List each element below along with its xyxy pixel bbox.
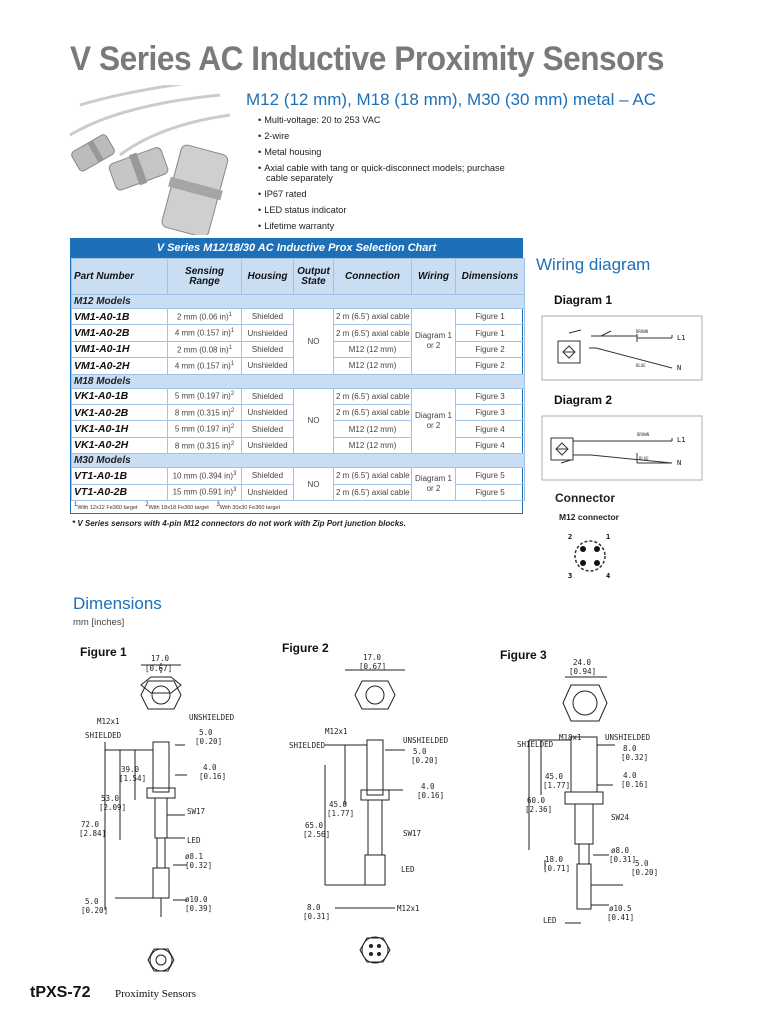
connection: M12 (12 mm)	[334, 341, 412, 357]
output-state: NO	[294, 388, 334, 454]
svg-text:[0.94]: [0.94]	[569, 667, 597, 676]
svg-text:[0.16]: [0.16]	[417, 791, 445, 800]
svg-text:N: N	[677, 459, 682, 467]
col-header: Wiring	[412, 259, 456, 295]
svg-text:BROWN: BROWN	[637, 432, 650, 437]
figure2-label: Figure 2	[282, 641, 329, 655]
connector-sublabel: M12 connector	[559, 512, 619, 522]
feature-item: • Metal housing	[258, 147, 518, 157]
svg-text:17.0: 17.0	[363, 653, 382, 662]
housing: Shielded	[242, 468, 294, 484]
svg-text:BLUE: BLUE	[639, 456, 649, 461]
part-number: VK1-A0-2B	[72, 404, 168, 420]
table-group-row	[72, 454, 525, 468]
table-row	[72, 388, 525, 404]
connection: M12 (12 mm)	[334, 421, 412, 437]
svg-text:[2.56]: [2.56]	[303, 830, 331, 839]
svg-text:M12x1: M12x1	[397, 904, 420, 913]
part-number: VT1-A0-1B	[72, 468, 168, 484]
svg-text:8.0: 8.0	[307, 903, 321, 912]
svg-text:4: 4	[606, 572, 611, 580]
col-header: Part Number	[72, 259, 168, 295]
wiring: Diagram 1 or 2	[412, 309, 456, 375]
feature-list	[258, 115, 518, 237]
svg-text:[0.39]: [0.39]	[185, 904, 213, 913]
housing: Unshielded	[242, 358, 294, 374]
svg-text:[0.16]: [0.16]	[199, 772, 227, 781]
housing: Shielded	[242, 309, 294, 325]
output-state: NO	[294, 309, 334, 375]
svg-text:[0.67]: [0.67]	[359, 662, 387, 671]
wiring: Diagram 1 or 2	[412, 468, 456, 501]
svg-text:1: 1	[606, 533, 611, 541]
selection-chart-title: V Series M12/18/30 AC Inductive Prox Selection Chart	[71, 239, 522, 258]
selection-table	[71, 258, 525, 501]
sensing-range: 10 mm (0.394 in)$^3$	[168, 468, 242, 484]
feature-item: • 2-wire	[258, 131, 518, 141]
svg-text:LED: LED	[543, 916, 557, 925]
dimensions-figure: Figure 5	[456, 468, 525, 484]
connection: 2 m (6.5') axial cable	[334, 325, 412, 341]
table-header-row	[72, 259, 525, 295]
figure3-label: Figure 3	[500, 648, 547, 662]
page-code: tPXS-72	[30, 984, 91, 1001]
figure2-drawing	[285, 650, 485, 970]
svg-text:L1: L1	[677, 436, 686, 444]
col-header: Connection	[334, 259, 412, 295]
figure1-drawing	[75, 655, 255, 975]
svg-text:[1.54]: [1.54]	[119, 774, 147, 783]
part-number: VT1-A0-2B	[72, 484, 168, 500]
col-header: Housing	[242, 259, 294, 295]
table-row	[72, 309, 525, 325]
sensing-range: 8 mm (0.315 in)$^2$	[168, 404, 242, 420]
page-title: V Series AC Inductive Proximity Sensors	[70, 40, 664, 78]
table-group-row	[72, 295, 525, 309]
subtitle: M12 (12 mm), M18 (18 mm), M30 (30 mm) metal – AC	[246, 90, 656, 109]
part-number: VK1-A0-2H	[72, 437, 168, 453]
dimensions-figure: Figure 5	[456, 484, 525, 500]
svg-text:4.0: 4.0	[421, 782, 435, 791]
svg-text:ø8.0: ø8.0	[611, 846, 630, 855]
sensing-range: 4 mm (0.157 in)$^1$	[168, 358, 242, 374]
svg-text:53.0: 53.0	[101, 794, 120, 803]
m12-connector-pinout	[560, 528, 620, 584]
output-state: NO	[294, 468, 334, 501]
svg-text:[0.20]: [0.20]	[411, 756, 439, 765]
part-number: VM1-A0-1H	[72, 341, 168, 357]
svg-text:SW17: SW17	[403, 829, 422, 838]
svg-text:5.0: 5.0	[413, 747, 427, 756]
connection: 2 m (6.5') axial cable	[334, 404, 412, 420]
svg-text:BROWN: BROWN	[636, 329, 649, 334]
sensing-range: 5 mm (0.197 in)$^2$	[168, 388, 242, 404]
svg-text:[1.77]: [1.77]	[327, 809, 355, 818]
compatibility-note: * V Series sensors with 4-pin M12 connectors do not work with Zip Port junction blocks.	[72, 519, 406, 528]
svg-text:LED: LED	[187, 836, 201, 845]
svg-text:5.0: 5.0	[199, 728, 213, 737]
svg-text:8.0: 8.0	[623, 744, 637, 753]
svg-text:[0.20]: [0.20]	[195, 737, 223, 746]
dimensions-figure: Figure 3	[456, 404, 525, 420]
col-header: Output State	[294, 259, 334, 295]
svg-text:M18x1: M18x1	[559, 733, 582, 742]
group-label: M12 Models	[72, 295, 525, 309]
svg-text:17.0: 17.0	[151, 655, 170, 663]
col-header: Sensing Range	[168, 259, 242, 295]
svg-text:65.0: 65.0	[305, 821, 324, 830]
svg-text:39.0: 39.0	[121, 765, 140, 774]
figure1-label: Figure 1	[80, 645, 127, 659]
wiring: Diagram 1 or 2	[412, 388, 456, 454]
diagram2-wiring	[541, 413, 704, 483]
part-number: VK1-A0-1B	[72, 388, 168, 404]
part-number: VM1-A0-2B	[72, 325, 168, 341]
svg-text:[0.16]: [0.16]	[621, 780, 649, 789]
table-row	[72, 468, 525, 484]
feature-item: • IP67 rated	[258, 189, 518, 199]
svg-text:[1.77]: [1.77]	[543, 781, 571, 790]
svg-text:SHIELDED: SHIELDED	[85, 731, 122, 740]
dimensions-figure: Figure 4	[456, 421, 525, 437]
svg-text:ø10.0: ø10.0	[185, 895, 208, 904]
svg-text:4.0: 4.0	[623, 771, 637, 780]
sensing-range: 5 mm (0.197 in)$^2$	[168, 421, 242, 437]
svg-text:[0.41]: [0.41]	[607, 913, 635, 922]
figure3-drawing	[505, 655, 695, 975]
part-number: VM1-A0-1B	[72, 309, 168, 325]
svg-text:[0.31]: [0.31]	[609, 855, 637, 864]
svg-text:M12x1: M12x1	[325, 727, 348, 736]
svg-text:SHIELDED: SHIELDED	[517, 740, 554, 749]
svg-text:3: 3	[568, 572, 573, 580]
svg-text:ø10.5: ø10.5	[609, 904, 632, 913]
svg-text:[2.36]: [2.36]	[525, 805, 553, 814]
connection: 2 m (6.5') axial cable	[334, 309, 412, 325]
svg-text:24.0: 24.0	[573, 658, 592, 667]
svg-text:BLUE: BLUE	[636, 363, 646, 368]
svg-text:[2.84]: [2.84]	[79, 829, 107, 838]
svg-text:2: 2	[568, 533, 573, 541]
group-label: M18 Models	[72, 374, 525, 388]
svg-text:[0.71]: [0.71]	[543, 864, 571, 873]
col-header: Dimensions	[456, 259, 525, 295]
svg-text:LED: LED	[401, 865, 415, 874]
housing: Shielded	[242, 421, 294, 437]
sensing-range: 2 mm (0.06 in)$^1$	[168, 309, 242, 325]
connection: M12 (12 mm)	[334, 358, 412, 374]
svg-text:[0.20]: [0.20]	[631, 868, 659, 877]
part-number: VK1-A0-1H	[72, 421, 168, 437]
svg-text:SHIELDED: SHIELDED	[289, 741, 326, 750]
dimensions-figure: Figure 2	[456, 341, 525, 357]
diagram2-label: Diagram 2	[554, 393, 613, 407]
dimensions-figure: Figure 2	[456, 358, 525, 374]
housing: Unshielded	[242, 404, 294, 420]
svg-text:SW24: SW24	[611, 813, 630, 822]
svg-text:72.0: 72.0	[81, 820, 100, 829]
connector-label: Connector	[555, 491, 615, 505]
group-label: M30 Models	[72, 454, 525, 468]
housing: Unshielded	[242, 484, 294, 500]
svg-text:4.0: 4.0	[203, 763, 217, 772]
footer-section-label: Proximity Sensors	[115, 988, 196, 1000]
svg-text:60.0: 60.0	[527, 796, 546, 805]
selection-chart	[70, 238, 523, 514]
svg-text:UNSHIELDED: UNSHIELDED	[403, 736, 449, 745]
sensing-range: 15 mm (0.591 in)$^3$	[168, 484, 242, 500]
svg-text:5.0: 5.0	[635, 859, 649, 868]
svg-text:[2.09]: [2.09]	[99, 803, 127, 812]
dimensions-figure: Figure 1	[456, 325, 525, 341]
svg-text:18.0: 18.0	[545, 855, 564, 864]
housing: Unshielded	[242, 325, 294, 341]
svg-text:[0.31]: [0.31]	[303, 912, 331, 921]
feature-item: • Lifetime warranty	[258, 221, 518, 231]
svg-text:SW17: SW17	[187, 807, 206, 816]
svg-text:45.0: 45.0	[545, 772, 564, 781]
svg-text:[0.20]: [0.20]	[81, 906, 109, 915]
dimensions-units: mm [inches]	[73, 617, 125, 628]
diagram1-wiring	[541, 313, 704, 383]
svg-text:M12x1: M12x1	[97, 717, 120, 726]
svg-text:45.0: 45.0	[329, 800, 348, 809]
svg-text:L1: L1	[677, 334, 686, 342]
svg-text:[0.67]: [0.67]	[145, 664, 173, 673]
svg-text:UNSHIELDED: UNSHIELDED	[189, 713, 235, 722]
connection: 2 m (6.5') axial cable	[334, 388, 412, 404]
housing: Shielded	[242, 388, 294, 404]
svg-text:[0.32]: [0.32]	[621, 753, 649, 762]
sensing-range: 4 mm (0.157 in)$^1$	[168, 325, 242, 341]
wiring-title: Wiring diagram	[536, 255, 651, 274]
housing: Shielded	[242, 341, 294, 357]
connection: 2 m (6.5') axial cable	[334, 484, 412, 500]
product-photo	[60, 85, 235, 235]
sensing-range: 2 mm (0.08 in)$^1$	[168, 341, 242, 357]
feature-item: • Axial cable with tang or quick-disconnect models; purchase cable separately	[258, 163, 518, 183]
dimensions-figure: Figure 3	[456, 388, 525, 404]
dimensions-title: Dimensions	[73, 594, 162, 613]
dimensions-figure: Figure 4	[456, 437, 525, 453]
table-group-row	[72, 374, 525, 388]
svg-text:5.0: 5.0	[85, 897, 99, 906]
selection-footnotes: $^1$With 12x12 Fe360 target $^2$With 18x18 Fe360 target $^3$With 30x30 Fe360 target	[74, 501, 281, 511]
svg-text:UNSHIELDED: UNSHIELDED	[605, 733, 651, 742]
sensing-range: 8 mm (0.315 in)$^2$	[168, 437, 242, 453]
svg-text:[0.32]: [0.32]	[185, 861, 213, 870]
feature-item: • Multi-voltage: 20 to 253 VAC	[258, 115, 518, 125]
housing: Unshielded	[242, 437, 294, 453]
dimensions-figure: Figure 1	[456, 309, 525, 325]
svg-text:N: N	[677, 364, 682, 372]
diagram1-label: Diagram 1	[554, 293, 613, 307]
connection: M12 (12 mm)	[334, 437, 412, 453]
svg-text:ø8.1: ø8.1	[185, 852, 204, 861]
connection: 2 m (6.5') axial cable	[334, 468, 412, 484]
part-number: VM1-A0-2H	[72, 358, 168, 374]
feature-item: • LED status indicator	[258, 205, 518, 215]
